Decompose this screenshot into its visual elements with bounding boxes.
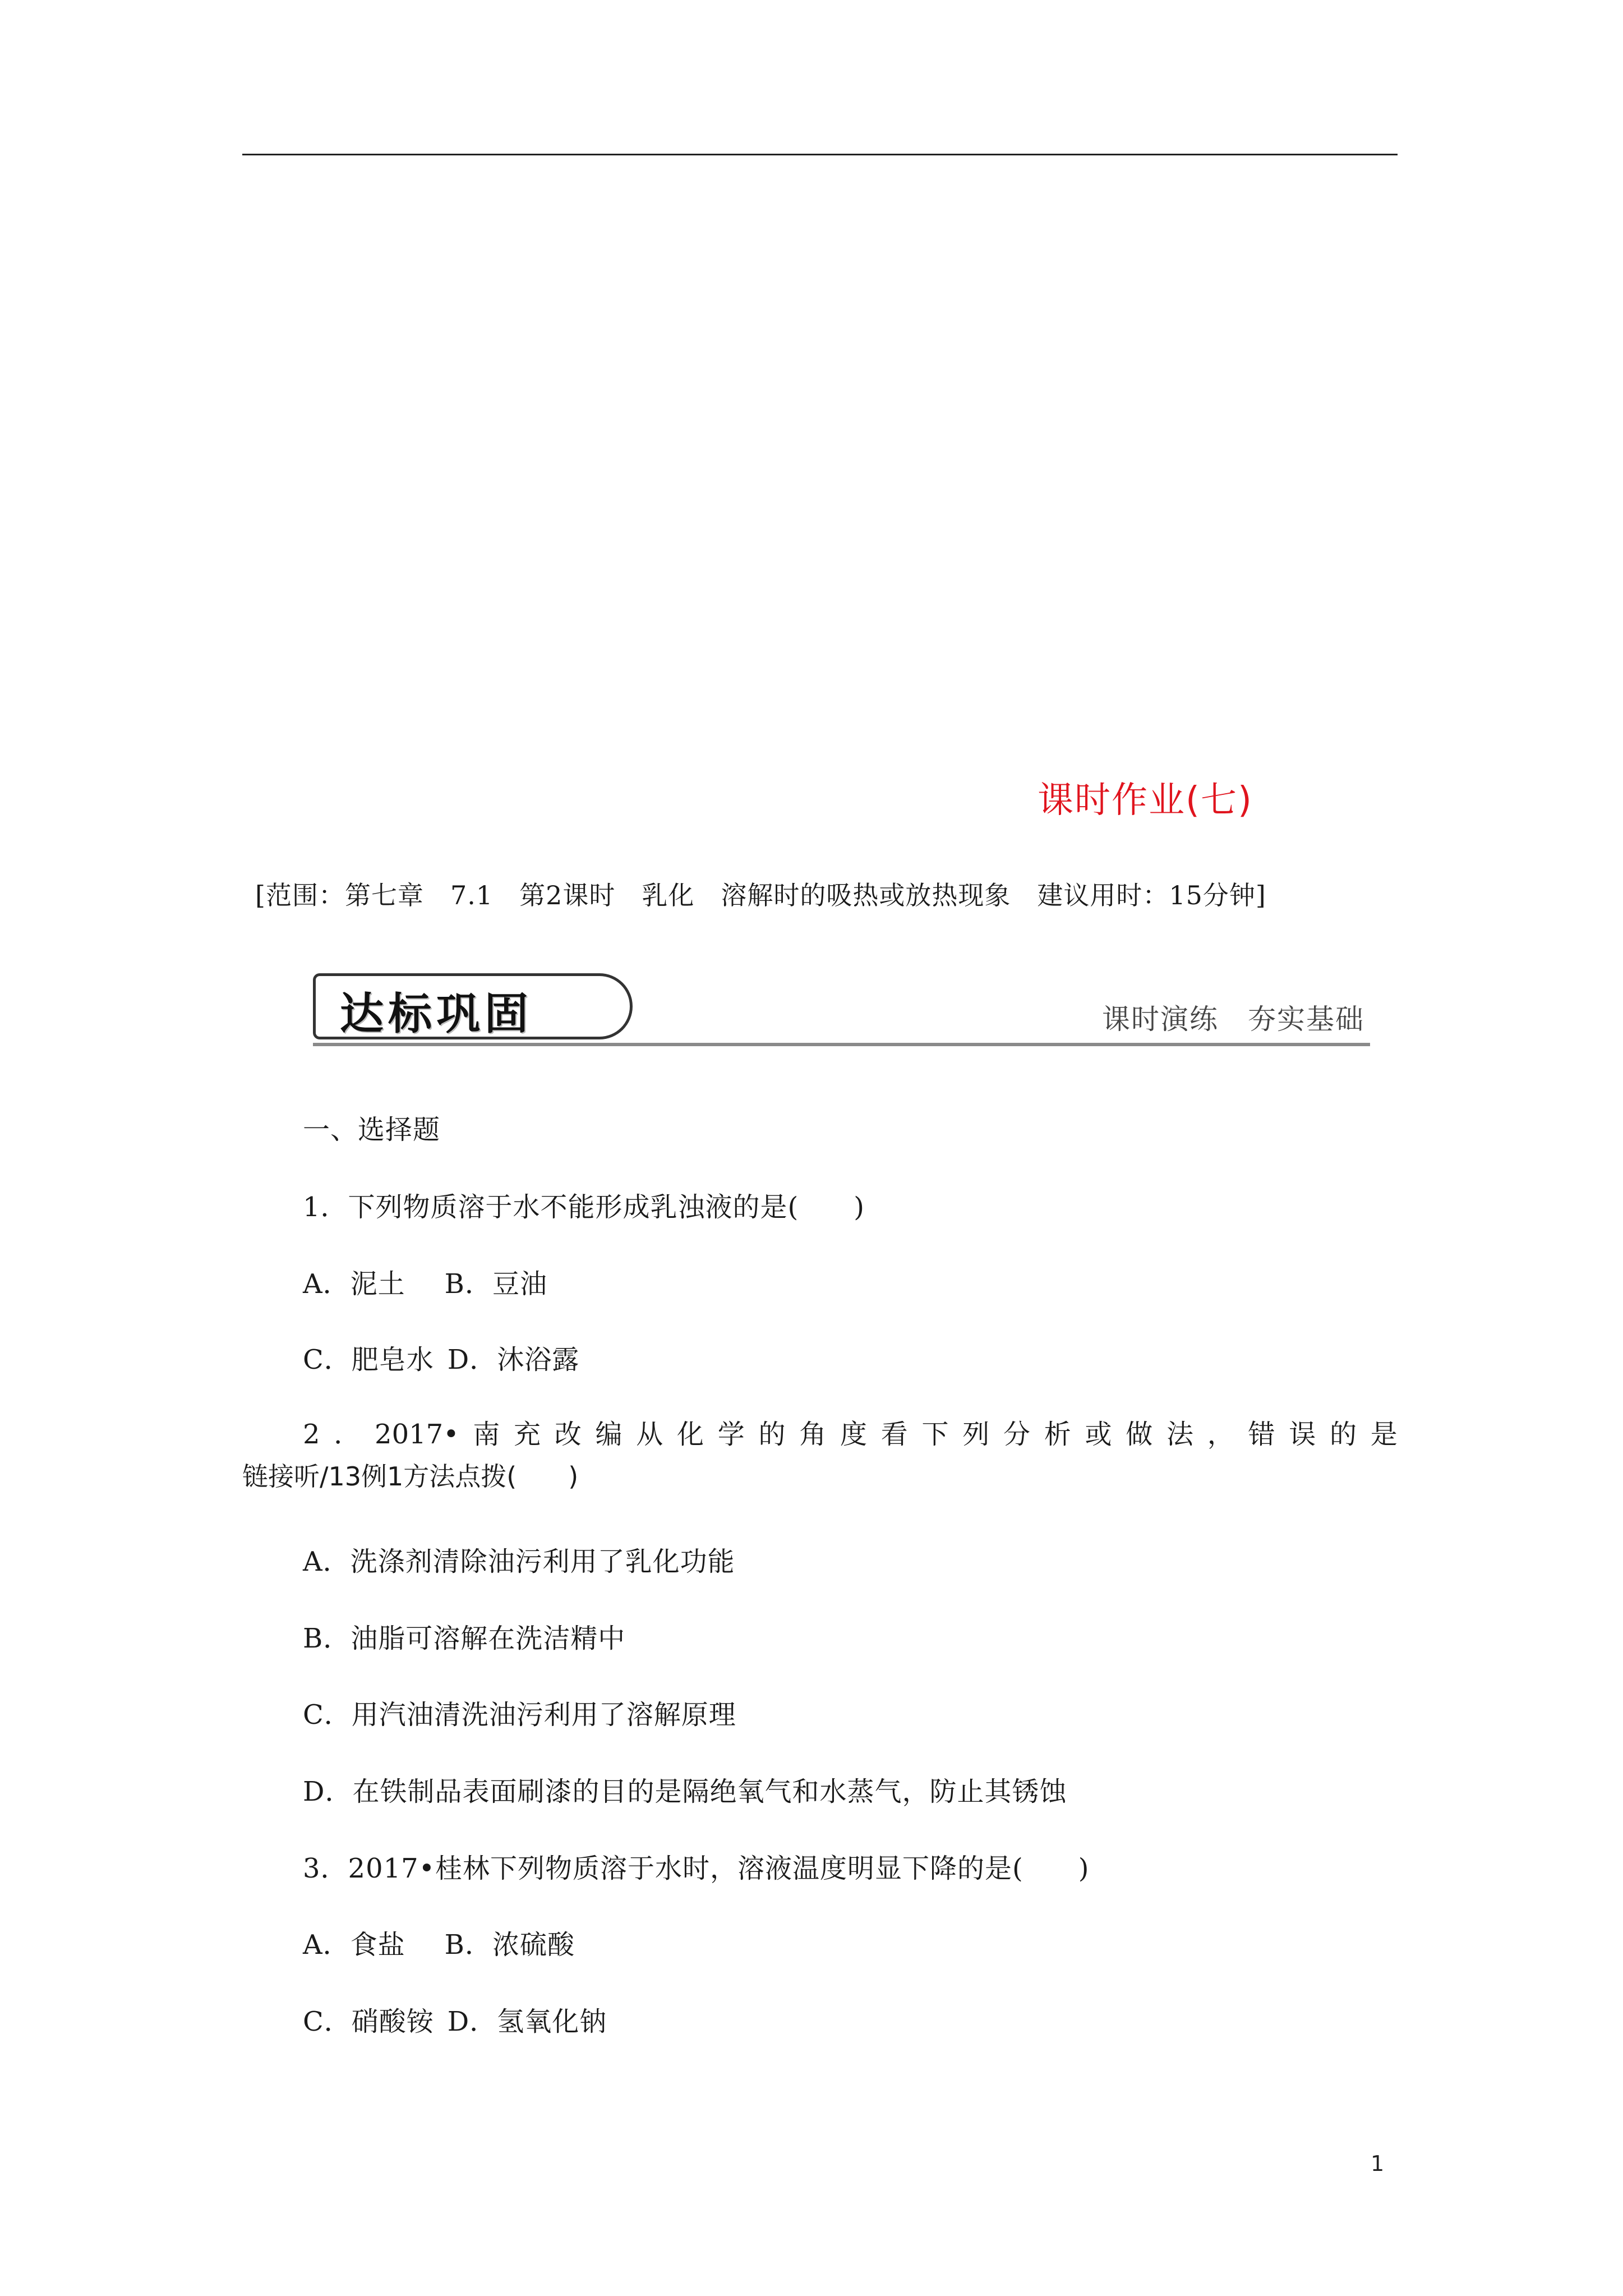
question-3-options-row-1 xyxy=(303,1923,575,1962)
question-1-options-row-2 xyxy=(303,1338,579,1377)
banner-underline xyxy=(313,1043,1370,1046)
question-2-stem-line-2: 链接听/13例1方法点拨( ) xyxy=(242,1461,579,1492)
question-1-options-row-1 xyxy=(303,1262,547,1301)
option-c: C．肥皂水 xyxy=(303,1344,434,1375)
page-number: 1 xyxy=(1371,2151,1385,2176)
option-a: A．泥土 xyxy=(303,1268,405,1300)
question-2-option-a: A．洗涤剂清除油污利用了乳化功能 xyxy=(303,1546,735,1577)
question-2-stem xyxy=(242,1414,1398,1498)
question-2-option-b: B．油脂可溶解在洗洁精中 xyxy=(303,1623,626,1654)
question-2-option-d: D．在铁制品表面刷漆的目的是隔绝氧气和水蒸气，防止其锈蚀 xyxy=(303,1776,1067,1807)
question-2-stem-line-1: 2 ． 2017• 南 充 改 编 从 化 学 的 角 度 看 下 列 分 析 或 做 法 ， 错 误 的 是 xyxy=(303,1419,1398,1450)
section-heading: 一、选择题 xyxy=(303,1114,441,1145)
option-b: B．豆油 xyxy=(444,1268,547,1300)
banner-label: 达标巩固 xyxy=(340,989,533,1039)
section-banner xyxy=(313,973,1370,1046)
scope-line: [范围：第七章 7.1 第2课时 乳化 溶解时的吸热或放热现象 建议用时：15分钟] xyxy=(255,880,1266,910)
banner-subtitle: 课时演练 夯实基础 xyxy=(1102,1003,1364,1036)
question-2-option-c: C．用汽油清洗油污利用了溶解原理 xyxy=(303,1699,736,1731)
question-1-stem: 1．下列物质溶于水不能形成乳浊液的是( ) xyxy=(303,1191,865,1223)
question-3-options-row-2 xyxy=(303,2000,607,2039)
option-d: D．沐浴露 xyxy=(447,1344,580,1375)
option-a: A．食盐 xyxy=(303,1929,405,1961)
header-rule xyxy=(242,154,1398,155)
option-b: B．浓硫酸 xyxy=(444,1929,575,1961)
option-c: C．硝酸铵 xyxy=(303,2006,434,2037)
page-title: 课时作业(七) xyxy=(1038,780,1253,821)
option-d: D．氢氧化钠 xyxy=(447,2006,607,2037)
question-3-stem: 3．2017•桂林下列物质溶于水时，溶液温度明显下降的是( ) xyxy=(303,1853,1090,1884)
